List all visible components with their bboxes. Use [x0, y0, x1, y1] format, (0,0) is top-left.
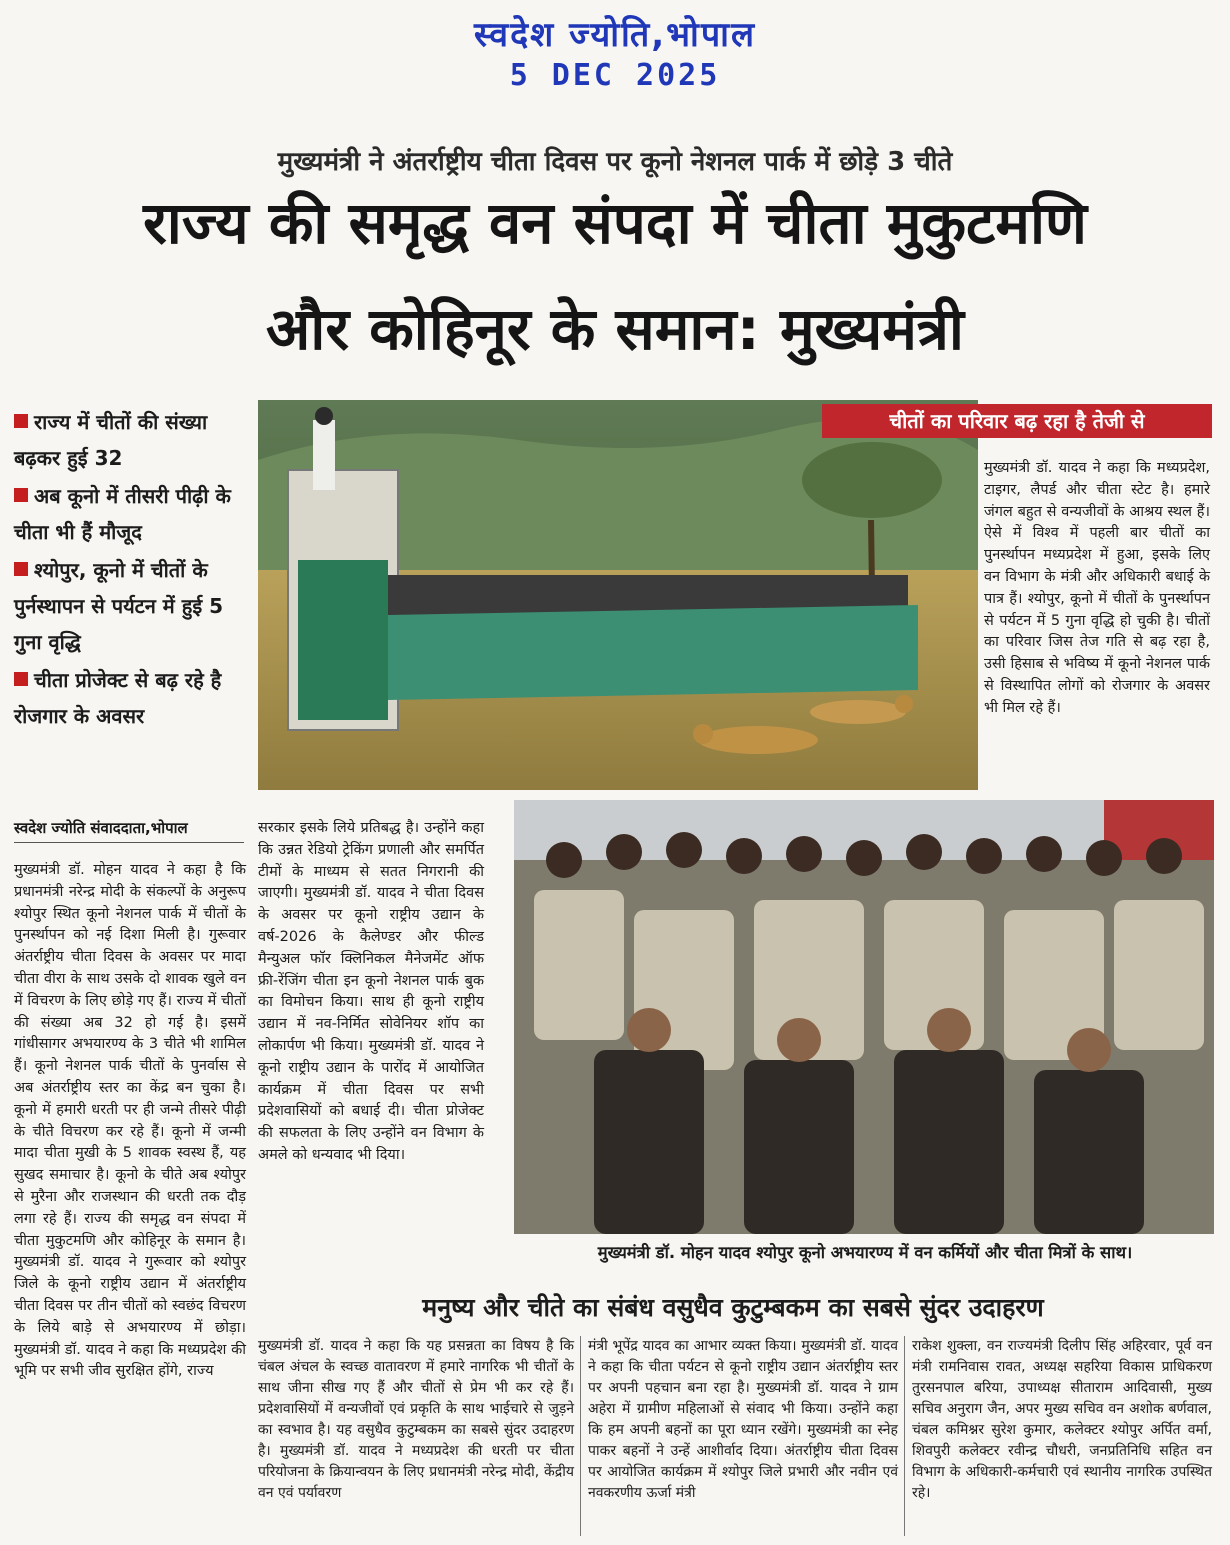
photo-banner: चीतों का परिवार बढ़ रहा है तेजी से — [822, 404, 1212, 438]
article-column-2: सरकार इसके लिये प्रतिबद्ध है। उन्होंने कहा कि उन्नत रेडियो ट्रेकिंग प्रणाली और समर्पित टीमों के माध्यम से सतत निगरानी की जाएगी। मुख्यमंत्री डॉ. यादव ने चीता दिवस के अवसर पर कूनो राष्ट्रीय उद्यान के वर्ष-2026 के कैलेण्डर और फील्ड मैन्युअल फॉर क्लिनिकल मैनेजमेंट ऑफ फ्री-रेंजिंग चीता इन कूनो नेशनल पार्क बुक का विमोचन किया। साथ ही कूनो राष्ट्रीय उद्यान में नव-निर्मित सोवेनियर शॉप का लोकार्पण भी किया। मुख्यमंत्री डॉ. यादव ने कूनो राष्ट्रीय उद्यान के पारोंद में आयोजित कार्यक्रम में चीता दिवस पर सभी प्रदेशवासियों को बधाई दी। चीता प्रोजेक्ट की सफलता के लिए उन्होंने वन विभाग के अमले को धन्यवाद भी दिया। — [258, 820, 484, 1163]
highlight-item: अब कूनो में तीसरी पीढ़ी के चीता भी हैं मौजूद — [14, 484, 231, 544]
column-divider — [904, 1336, 905, 1536]
highlight-item: चीता प्रोजेक्ट से बढ़ रहे है रोजगार के अवसर — [14, 668, 222, 728]
bullet-square-icon — [14, 562, 28, 576]
article-column-3: मुख्यमंत्री डॉ. यादव ने कहा कि यह प्रसन्नता का विषय है कि चंबल अंचल के स्वच्छ वातावरण में हमारे नागरिक भी चीतों के साथ जीना सीख गए हैं और चीतों से प्रेम भी कर रहे हैं। प्रदेशवासियों में वन्यजीवों एवं प्रकृति के साथ भाईचारे से जुड़ने का स्वभाव है। यह वसुधैव कुटुम्बकम का सबसे सुंदर उदाहरण है। मुख्यमंत्री डॉ. यादव ने मध्यप्रदेश की धरती पर चीता परियोजना के क्रियान्वयन के लिए प्रधानमंत्री नरेन्द्र मोदी, केंद्रीय वन एवं पर्यावरण — [258, 1338, 574, 1501]
main-headline-line-1: राज्य की समृद्ध वन संपदा में चीता मुकुटमणि — [143, 189, 1087, 257]
article-column-5: राकेश शुक्ला, वन राज्यमंत्री दिलीप सिंह अहिरवार, पूर्व वन मंत्री रामनिवास रावत, अध्यक्ष सहरिया विकास प्राधिकरण तुरसनपाल बरिया, उपाध्यक्ष सीताराम आदिवासी, मुख्य सचिव अनुराग जैन, अपर मुख्य सचिव वन अशोक बर्णवाल, चंबल कमिश्नर सुरेश कुमार, कलेक्टर श्योपुर अर्पित वर्मा, शिवपुरी कलेक्टर रवीन्द्र चौधरी, जनप्रतिनिधि सहित वन विभाग के अधिकारी-कर्मचारी एवं स्थानीय नागरिक उपस्थित रहे। — [912, 1338, 1212, 1501]
highlights-box — [14, 404, 246, 736]
cheetah-release-illustration — [258, 400, 978, 790]
bullet-square-icon — [14, 414, 28, 428]
group-photo-illustration — [514, 800, 1214, 1234]
kicker-headline: मुख्यमंत्री ने अंतर्राष्ट्रीय चीता दिवस पर कूनो नेशनल पार्क में छोड़े 3 चीते — [277, 147, 953, 177]
byline: स्वदेश ज्योति संवाददाता,भोपाल — [14, 818, 244, 843]
side-article-text: मुख्यमंत्री डॉ. यादव ने कहा कि मध्यप्रदेश, टाइगर, लैपर्ड और चीता स्टेट है। हमारे जंगल बहुत से वन्यजीवों के आश्रय स्थल हैं। ऐसे में विश्व में पहली बार चीतों का पुनर्स्थापन मध्यप्रदेश में हुआ, इसके लिए वन विभाग के मंत्री और अधिकारी बधाई के पात्र हैं। श्योपुर, कूनो में चीतों के पुनर्स्थापन से पर्यटन में 5 गुना वृद्धि हो चुकी है। चीतों का परिवार जिस तेज गति से बढ़ रहा है, उसी हिसाब से भविष्य में कूनो नेशनल पार्क से विस्थापित लोगों को रोजगार के अवसर भी मिल रहे हैं। — [984, 460, 1210, 716]
column-divider — [580, 1336, 581, 1536]
main-headline-line-2: और कोहिनूर के समान: मुख्यमंत्री — [266, 295, 964, 363]
highlight-item: राज्य में चीतों की संख्या बढ़कर हुई 32 — [14, 410, 208, 470]
group-photo-caption: मुख्यमंत्री डॉ. मोहन यादव श्योपुर कूनो अभयारण्य में वन कर्मियों और चीता मित्रों के साथ। — [597, 1243, 1133, 1262]
highlight-item: श्योपुर, कूनो में चीतों के पुर्नस्थापन से पर्यटन में हुई 5 गुना वृद्धि — [14, 558, 224, 654]
group-photo — [514, 800, 1214, 1234]
bullet-square-icon — [14, 672, 28, 686]
article-column-4: मंत्री भूपेंद्र यादव का आभार व्यक्त किया। मुख्यमंत्री डॉ. यादव ने कहा कि चीता पर्यटन से कूनो राष्ट्रीय उद्यान अंतर्राष्ट्रीय स्तर पर अपनी पहचान बना रहा है। मुख्यमंत्री डॉ. यादव ने ग्राम अहेरा में ग्रामीण महिलाओं से संवाद भी किया। उन्होंने कहा कि हम अपनी बहनों का पूरा ध्यान रखेंगे। मुख्यमंत्री का स्नेह पाकर बहनों ने उन्हें आशीर्वाद दिया। अंतर्राष्ट्रीय चीता दिवस पर आयोजित कार्यक्रम में श्योपुर जिले प्रभारी और नवीन एवं नवकरणीय ऊर्जा मंत्री — [588, 1338, 898, 1501]
section-subheadline: मनुष्य और चीते का संबंध वसुधैव कुटुम्बकम का सबसे सुंदर उदाहरण — [422, 1293, 1044, 1322]
article-column-1: मुख्यमंत्री डॉ. मोहन यादव ने कहा है कि प्रधानमंत्री नरेन्द्र मोदी के संकल्पों के अनुरूप श्योपुर स्थित कूनो नेशनल पार्क में चीतों के पुनर्स्थापन को नई दिशा मिली है। गुरूवार अंतर्राष्ट्रीय चीता दिवस के अवसर पर मादा चीता वीरा के साथ उसके दो शावक खुले वन में विचरण के लिए छोड़े गए हैं। राज्य में चीतों की संख्या अब 32 हो गई है। इसमें गांधीसागर अभयारण्य के 3 चीते भी शामिल हैं। कूनो नेशनल पार्क चीतों के पुनर्वास से अब अंतर्राष्ट्रीय स्तर का केंद्र बन चुका है। कूनो में हमारी धरती पर ही जन्मे तीसरे पीढ़ी के चीते विचरण कर रहे हैं। कूनो में जन्मी मादा चीता मुखी के 5 शावक स्वस्थ हैं, यह सुखद समाचार है। कूनो के चीते अब श्योपुर से मुरैना और राजस्थान की धरती तक दौड़ लगा रहे हैं। राज्य की समृद्ध वन संपदा में चीता मुकुटमणि और कोहिनूर के समान है। मुख्यमंत्री डॉ. यादव ने गुरूवार को श्योपुर जिले के कूनो राष्ट्रीय उद्यान में अंतर्राष्ट्रीय चीता दिवस पर तीन चीतों को स्वछंद विचरण के लिये बाड़े से अभयारण्य में छोड़ा। मुख्यमंत्री डॉ. यादव ने कहा कि मध्यप्रदेश की भूमि पर सभी जीव सुरक्षित होंगे, राज्य — [14, 862, 246, 1380]
bullet-square-icon — [14, 488, 28, 502]
masthead: स्वदेश ज्योति,भोपाल — [473, 15, 757, 55]
cheetah-release-photo — [258, 400, 978, 790]
publication-date: 5 DEC 2025 — [509, 58, 721, 93]
